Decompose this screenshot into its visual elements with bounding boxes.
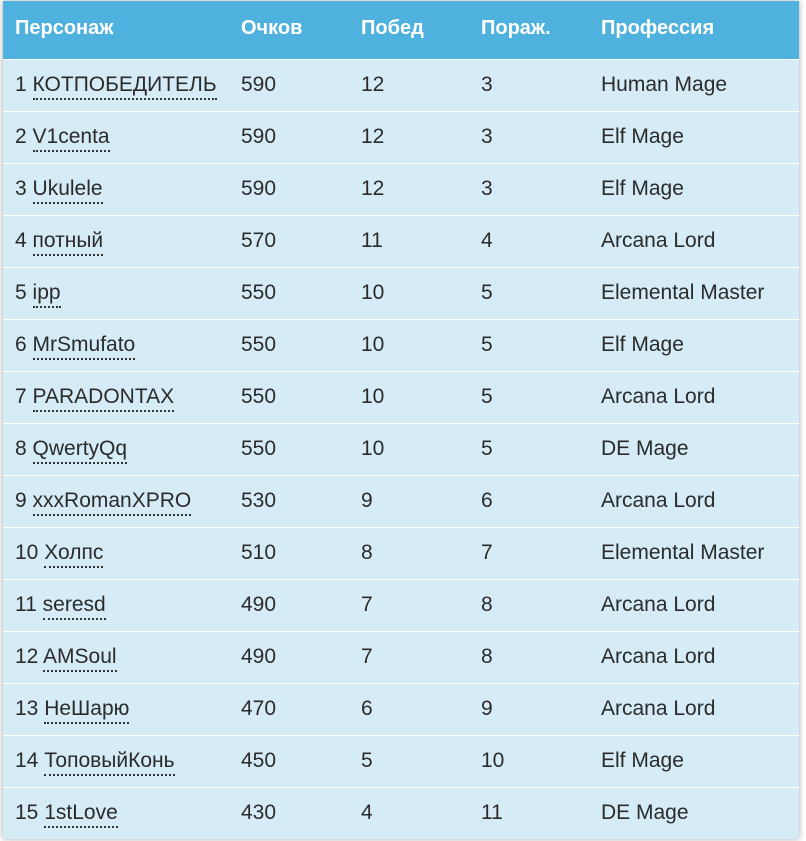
cell-profession: Elemental Master (601, 267, 799, 319)
character-name-link[interactable]: xxxRomanXPRO (33, 489, 192, 516)
character-name-link[interactable]: ТоповыйКонь (44, 749, 174, 776)
cell-losses: 9 (481, 683, 601, 735)
cell-points: 570 (241, 215, 361, 267)
cell-losses: 6 (481, 475, 601, 527)
cell-losses: 8 (481, 579, 601, 631)
cell-profession: Arcana Lord (601, 475, 799, 527)
rank-number: 13 (15, 697, 39, 720)
cell-losses: 5 (481, 371, 601, 423)
cell-profession: Arcana Lord (601, 371, 799, 423)
rank-number: 14 (15, 749, 39, 772)
cell-profession: Elf Mage (601, 163, 799, 215)
cell-wins: 10 (361, 267, 481, 319)
cell-character (3, 111, 241, 163)
rank-number: 3 (15, 177, 27, 200)
cell-losses: 4 (481, 215, 601, 267)
cell-wins: 10 (361, 319, 481, 371)
table-body (3, 59, 799, 839)
cell-character (3, 527, 241, 579)
cell-wins: 12 (361, 111, 481, 163)
character-name-link[interactable]: V1centa (33, 125, 110, 152)
character-name-link[interactable]: seresd (43, 593, 106, 620)
cell-losses: 5 (481, 267, 601, 319)
ranking-table (3, 1, 799, 839)
cell-points: 490 (241, 579, 361, 631)
character-name-link[interactable]: AMSoul (43, 645, 117, 672)
cell-character (3, 319, 241, 371)
cell-profession: Human Mage (601, 59, 799, 111)
table-row (3, 371, 799, 423)
rank-number: 2 (15, 125, 27, 148)
cell-profession: Arcana Lord (601, 683, 799, 735)
table-row (3, 163, 799, 215)
cell-losses: 3 (481, 163, 601, 215)
cell-points: 590 (241, 111, 361, 163)
header-character: Персонаж (15, 17, 114, 40)
rank-number: 5 (15, 281, 27, 304)
cell-wins: 4 (361, 787, 481, 839)
cell-points: 590 (241, 59, 361, 111)
rank-number: 1 (15, 73, 27, 96)
table-row (3, 787, 799, 839)
cell-points: 470 (241, 683, 361, 735)
character-name-link[interactable]: MrSmufato (33, 333, 136, 360)
cell-losses: 3 (481, 59, 601, 111)
cell-character (3, 423, 241, 475)
cell-character (3, 475, 241, 527)
cell-points: 450 (241, 735, 361, 787)
cell-profession: DE Mage (601, 787, 799, 839)
table-row (3, 319, 799, 371)
cell-wins: 9 (361, 475, 481, 527)
rank-number: 7 (15, 385, 27, 408)
cell-character (3, 267, 241, 319)
cell-wins: 12 (361, 163, 481, 215)
character-name-link[interactable]: QwertyQq (33, 437, 128, 464)
cell-losses: 5 (481, 423, 601, 475)
cell-losses: 3 (481, 111, 601, 163)
cell-character (3, 787, 241, 839)
table-header (3, 1, 799, 59)
cell-losses: 11 (481, 787, 601, 839)
cell-character (3, 579, 241, 631)
character-name-link[interactable]: потный (33, 229, 104, 256)
cell-wins: 5 (361, 735, 481, 787)
table-row (3, 475, 799, 527)
table-row (3, 631, 799, 683)
cell-points: 430 (241, 787, 361, 839)
cell-profession: Arcana Lord (601, 631, 799, 683)
cell-losses: 8 (481, 631, 601, 683)
rank-number: 6 (15, 333, 27, 356)
cell-character (3, 59, 241, 111)
character-name-link[interactable]: Холпс (44, 541, 103, 568)
cell-wins: 7 (361, 579, 481, 631)
cell-wins: 11 (361, 215, 481, 267)
cell-wins: 6 (361, 683, 481, 735)
rank-number: 11 (15, 593, 37, 616)
cell-losses: 10 (481, 735, 601, 787)
cell-points: 550 (241, 267, 361, 319)
table-row (3, 579, 799, 631)
table-row (3, 683, 799, 735)
cell-profession: Elf Mage (601, 319, 799, 371)
rank-number: 12 (15, 645, 39, 668)
cell-character (3, 215, 241, 267)
cell-profession: Elf Mage (601, 111, 799, 163)
table-row (3, 215, 799, 267)
cell-profession: Arcana Lord (601, 215, 799, 267)
rank-number: 15 (15, 801, 39, 825)
cell-points: 490 (241, 631, 361, 683)
character-name-link[interactable]: PARADONTAX (33, 385, 175, 412)
cell-points: 510 (241, 527, 361, 579)
table-row (3, 59, 799, 111)
header-profession: Профессия (601, 17, 715, 40)
rank-number: 10 (15, 541, 39, 564)
cell-wins: 8 (361, 527, 481, 579)
cell-wins: 10 (361, 371, 481, 423)
ranking-panel (3, 1, 799, 839)
rank-number: 8 (15, 437, 27, 460)
header-wins: Побед (361, 17, 424, 40)
character-name-link[interactable]: КОТПОБЕДИТЕЛЬ (33, 73, 217, 100)
cell-points: 550 (241, 423, 361, 475)
table-row (3, 267, 799, 319)
cell-wins: 12 (361, 59, 481, 111)
cell-character (3, 371, 241, 423)
cell-wins: 10 (361, 423, 481, 475)
cell-losses: 7 (481, 527, 601, 579)
character-name-link[interactable]: ipp (33, 281, 61, 308)
cell-points: 550 (241, 371, 361, 423)
cell-points: 530 (241, 475, 361, 527)
cell-points: 550 (241, 319, 361, 371)
table-row (3, 423, 799, 475)
cell-losses: 5 (481, 319, 601, 371)
cell-character (3, 683, 241, 735)
character-name-link[interactable]: 1stLove (44, 801, 118, 828)
cell-character (3, 735, 241, 787)
cell-points: 590 (241, 163, 361, 215)
cell-profession: Elf Mage (601, 735, 799, 787)
table-row (3, 111, 799, 163)
table-row (3, 735, 799, 787)
header-points: Очков (241, 17, 303, 40)
character-name-link[interactable]: НеШарю (44, 697, 129, 724)
header-row (3, 1, 799, 59)
rank-number: 9 (15, 489, 27, 512)
cell-profession: Elemental Master (601, 527, 799, 579)
cell-profession: DE Mage (601, 423, 799, 475)
cell-profession: Arcana Lord (601, 579, 799, 631)
cell-wins: 7 (361, 631, 481, 683)
table-row (3, 527, 799, 579)
header-losses: Пораж. (481, 17, 551, 40)
rank-number: 4 (15, 229, 27, 252)
cell-character (3, 631, 241, 683)
cell-character (3, 163, 241, 215)
character-name-link[interactable]: Ukulele (33, 177, 103, 204)
